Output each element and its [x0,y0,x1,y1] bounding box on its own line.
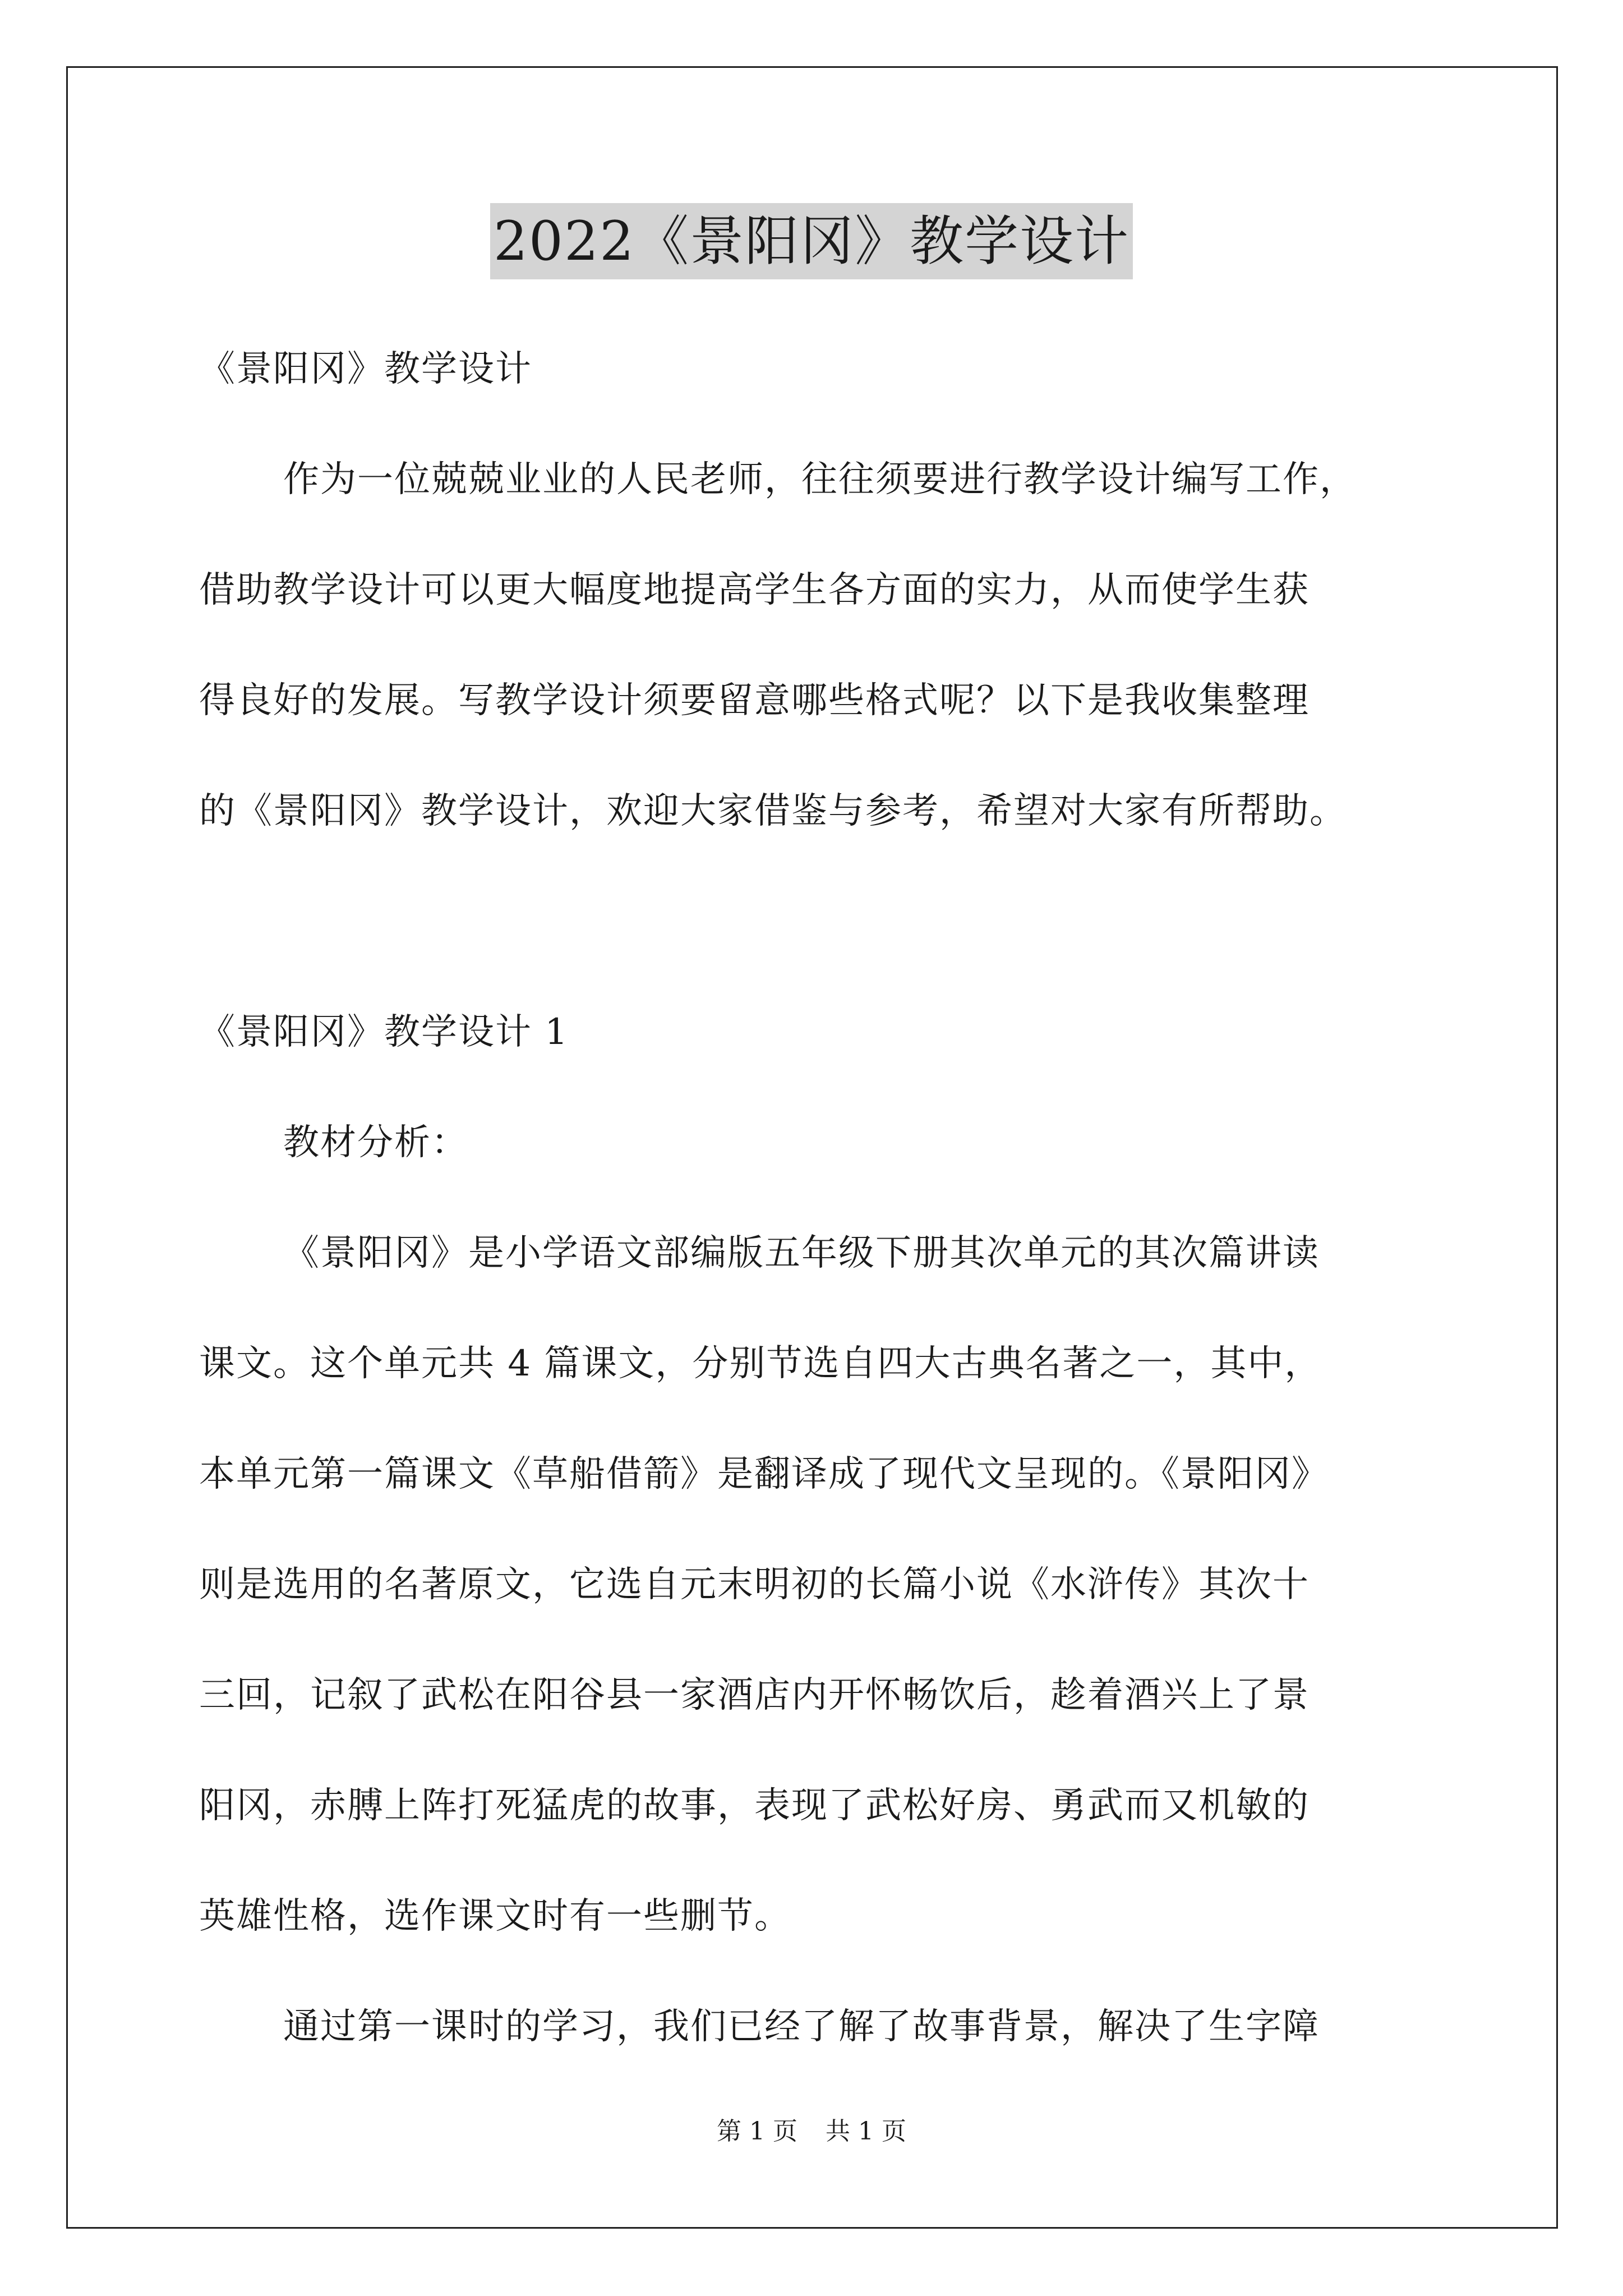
document-body [199,314,1433,2082]
analysis-line-5: 三回，记叙了武松在阳谷县一家酒店内开怀畅饮后，趁着酒兴上了景 [199,1674,1310,1716]
analysis-line-2: 课文。这个单元共 4 篇课文，分别节选自四大古典名著之一，其中， [199,1343,1322,1384]
title-wrap [0,203,1623,279]
analysis-line-7: 英雄性格，选作课文时有一些删节。 [199,1895,791,1937]
analysis-line-4: 则是选用的名著原文，它选自元末明初的长篇小说《水浒传》其次十 [199,1564,1310,1605]
heading-design-1: 《景阳冈》教学设计 1 [199,1011,569,1053]
document-title: 2022《景阳冈》教学设计 [490,203,1133,279]
paragraph-line-last: 通过第一课时的学习，我们已经了解了故事背景，解决了生字障 [283,2006,1320,2047]
intro-line-2: 借助教学设计可以更大幅度地提高学生各方面的实力，从而使学生获 [199,569,1310,611]
section-gap [199,867,1433,977]
intro-line-3: 得良好的发展。写教学设计须要留意哪些格式呢？以下是我收集整理 [199,680,1310,721]
intro-line-1: 作为一位兢兢业业的人民老师，往往须要进行教学设计编写工作， [283,459,1357,500]
analysis-line-3: 本单元第一篇课文《草船借箭》是翻译成了现代文呈现的。《景阳冈》 [199,1453,1329,1495]
page-total: 共 1 页 [826,2117,906,2146]
page-footer [0,2115,1623,2148]
page-number: 第 1 页 [717,2117,797,2146]
analysis-line-1: 《景阳冈》是小学语文部编版五年级下册其次单元的其次篇讲读 [283,1232,1320,1274]
section-label-analysis: 教材分析： [283,1122,468,1163]
intro-line-4: 的《景阳冈》教学设计，欢迎大家借鉴与参考，希望对大家有所帮助。 [199,790,1347,832]
heading-main: 《景阳冈》教学设计 [199,348,532,390]
analysis-line-6: 阳冈，赤膊上阵打死猛虎的故事，表现了武松好房、勇武而又机敏的 [199,1785,1310,1826]
